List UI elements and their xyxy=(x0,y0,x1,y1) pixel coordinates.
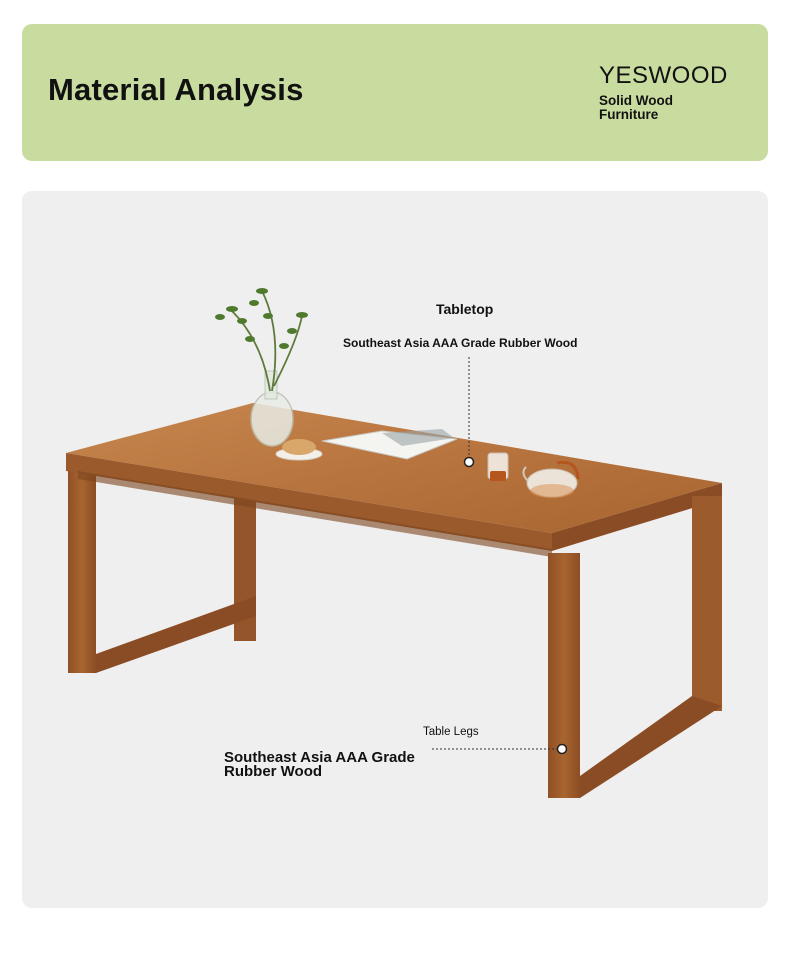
front-left-leg xyxy=(68,463,96,673)
brand-logo: YESWOOD xyxy=(599,62,728,89)
tabletop xyxy=(66,403,722,557)
legs-material-line-2: Rubber Wood xyxy=(224,763,323,780)
tagline-line-1: Solid Wood xyxy=(599,93,673,108)
tabletop-material: Southeast Asia AAA Grade Rubber Wood xyxy=(343,336,578,350)
back-left-leg xyxy=(96,491,256,673)
table-illustration xyxy=(22,191,768,908)
product-panel xyxy=(22,191,768,908)
legs-label: Table Legs xyxy=(423,726,479,738)
page-title: Material Analysis xyxy=(48,72,304,107)
tagline-line-2: Furniture xyxy=(599,107,659,122)
legs-material xyxy=(224,751,454,779)
legs-material-line-1: Southeast Asia AAA Grade xyxy=(224,749,415,766)
header-banner xyxy=(22,24,768,161)
glass-cup xyxy=(488,453,508,481)
tabletop-label: Tabletop xyxy=(436,301,494,317)
brand-tagline xyxy=(599,94,673,122)
